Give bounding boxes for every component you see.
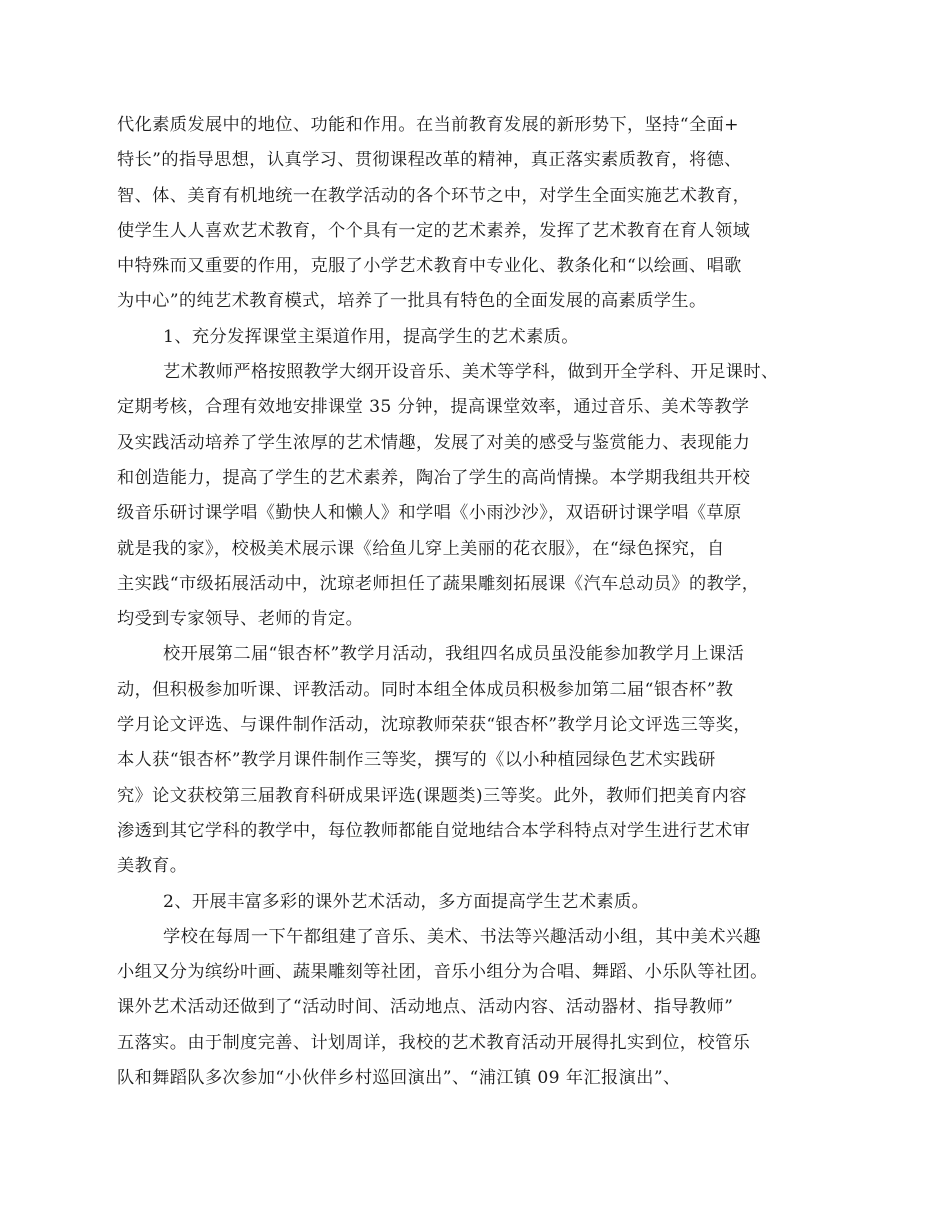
document-line: 及实践活动培养了学生浓厚的艺术情趣，发展了对美的感受与鉴赏能力、表现能力 — [117, 432, 751, 453]
document-line: 级音乐研讨课学唱《勤快人和懒人》和学唱《小雨沙沙》，双语研讨课学唱《草原 — [117, 503, 742, 524]
document-line: 究》论文获校第三届教育科研成果评选(课题类)三等奖。此外，教师们把美育内容 — [117, 785, 747, 806]
document-line: 均受到专家领导、老师的肯定。 — [117, 609, 364, 630]
document-line: 学校在每周一下午都组建了音乐、美术、书法等兴趣活动小组，其中美术兴趣 — [163, 926, 761, 947]
document-line: 学月论文评选、与课件制作活动，沈琼教师荣获“银杏杯”教学月论文评选三等奖， — [117, 715, 751, 736]
document-body — [117, 108, 827, 1096]
document-line: 队和舞蹈队多次参加“小伙伴乡村巡回演出”、“浦江镇 09 年汇报演出”、 — [117, 1068, 681, 1089]
document-line: 特长”的指导思想，认真学习、贯彻课程改革的精神，真正落实素质教育，将德、 — [117, 150, 742, 171]
document-line: 为中心”的纯艺术教育模式，培养了一批具有特色的全面发展的高素质学生。 — [117, 291, 707, 312]
document-line: 代化素质发展中的地位、功能和作用。在当前教育发展的新形势下，坚持“全面+ — [117, 115, 739, 135]
document-line: 动，但积极参加听课、评教活动。同时本组全体成员积极参加第二届“银杏杯”教 — [117, 679, 734, 700]
document-line: 和创造能力，提高了学生的艺术素养，陶冶了学生的高尚情操。本学期我组共开校 — [117, 467, 751, 488]
document-line: 定期考核，合理有效地安排课堂 35 分钟，提高课堂效率，通过音乐、美术等教学 — [117, 397, 750, 418]
document-line: 中特殊而又重要的作用，克服了小学艺术教育中专业化、教条化和“以绘画、唱歌 — [117, 256, 742, 277]
document-line: 1、充分发挥课堂主渠道作用，提高学生的艺术素质。 — [163, 326, 579, 347]
document-line: 主实践“市级拓展活动中，沈琼老师担任了蔬果雕刻拓展课《汽车总动员》的教学， — [117, 573, 760, 594]
document-line: 小组又分为缤纷叶画、蔬果雕刻等社团，音乐小组分为合唱、舞蹈、小乐队等社团。 — [117, 962, 768, 983]
document-line: 艺术教师严格按照教学大纲开设音乐、美术等学科，做到开全学科、开足课时、 — [163, 362, 779, 383]
document-line: 校开展第二届“银杏杯”教学月活动，我组四名成员虽没能参加教学月上课活 — [163, 644, 745, 665]
document-line: 美教育。 — [117, 856, 188, 877]
document-line: 智、体、美育有机地统一在教学活动的各个环节之中，对学生全面实施艺术教育， — [117, 185, 751, 206]
document-line: 课外艺术活动还做到了“活动时间、活动地点、活动内容、活动器材、指导教师” — [117, 997, 734, 1018]
document-line: 使学生人人喜欢艺术教育，个个具有一定的艺术素养，发挥了艺术教育在育人领域 — [117, 220, 751, 241]
document-line: 就是我的家》，校极美术展示课《给鱼儿穿上美丽的花衣服》，在“绿色探究，自 — [117, 538, 725, 559]
document-line: 五落实。由于制度完善、计划周详，我校的艺术教育活动开展得扎实到位，校管乐 — [117, 1032, 751, 1053]
document-line: 渗透到其它学科的教学中，每位教师都能自觉地结合本学科特点对学生进行艺术审 — [117, 820, 751, 841]
document-line: 2、开展丰富多彩的课外艺术活动，多方面提高学生艺术素质。 — [163, 891, 650, 912]
document-line: 本人获“银杏杯”教学月课件制作三等奖，撰写的《以小种植园绿色艺术实践研 — [117, 750, 716, 771]
